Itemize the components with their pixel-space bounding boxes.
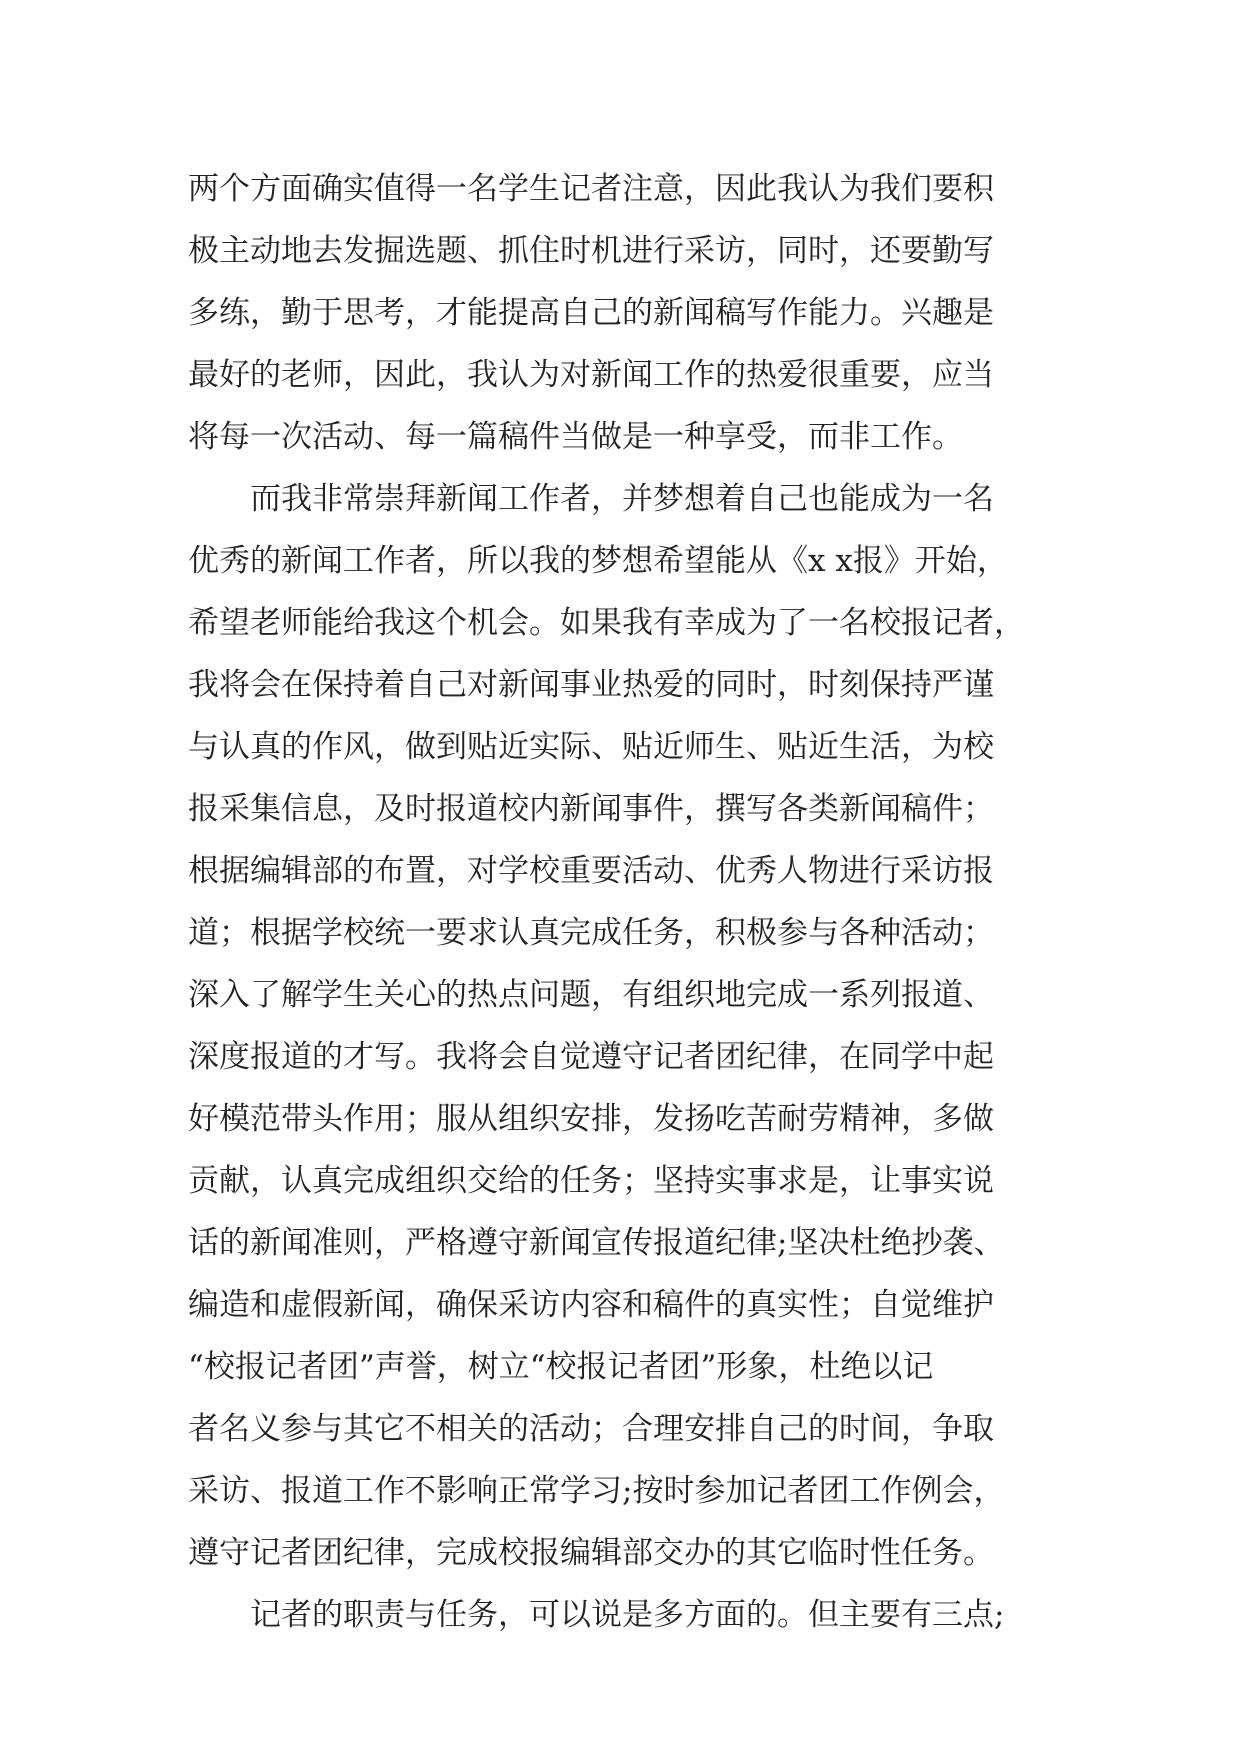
text-line: 将每一次活动、每一篇稿件当做是一种享受，而非工作。 xyxy=(188,419,963,455)
body-text xyxy=(188,158,1058,1646)
text-line: 最好的老师，因此，我认为对新闻工作的热爱很重要，应当 xyxy=(188,357,994,393)
text-line: 深入了解学生关心的热点问题，有组织地完成一系列报道、 xyxy=(188,977,994,1013)
text-line: “校报记者团”声誉，树立“校报记者团”形象，杜绝以记 xyxy=(188,1349,934,1385)
text-line: 编造和虚假新闻，确保采访内容和稿件的真实性；自觉维护 xyxy=(188,1287,994,1323)
text-line: 者名义参与其它不相关的活动；合理安排自己的时间，争取 xyxy=(188,1411,994,1447)
text-line: 极主动地去发掘选题、抓住时机进行采访，同时，还要勤写 xyxy=(188,233,994,269)
text-line: 记者的职责与任务，可以说是多方面的。但主要有三点; xyxy=(188,1597,1005,1633)
text-line: 优秀的新闻工作者，所以我的梦想希望能从《x x报》开始， xyxy=(188,543,1008,579)
text-line: 贡献，认真完成组织交给的任务；坚持实事求是，让事实说 xyxy=(188,1163,994,1199)
text-line: 根据编辑部的布置，对学校重要活动、优秀人物进行采访报 xyxy=(188,853,994,889)
text-line: 我将会在保持着自己对新闻事业热爱的同时，时刻保持严谨 xyxy=(188,667,994,703)
text-line: 道；根据学校统一要求认真完成任务，积极参与各种活动； xyxy=(188,915,994,951)
text-line: 报采集信息，及时报道校内新闻事件，撰写各类新闻稿件； xyxy=(188,791,994,827)
text-line: 而我非常崇拜新闻工作者，并梦想着自己也能成为一名 xyxy=(188,481,994,517)
text-line: 好模范带头作用；服从组织安排，发扬吃苦耐劳精神，多做 xyxy=(188,1101,994,1137)
text-line: 两个方面确实值得一名学生记者注意，因此我认为我们要积 xyxy=(188,171,994,207)
text-line: 希望老师能给我这个机会。如果我有幸成为了一名校报记者， xyxy=(188,605,1025,641)
text-line: 采访、报道工作不影响正常学习;按时参加记者团工作例会， xyxy=(188,1473,1005,1509)
text-line: 话的新闻准则，严格遵守新闻宣传报道纪律;坚决杜绝抄袭、 xyxy=(188,1225,1005,1261)
text-line: 多练，勤于思考，才能提高自己的新闻稿写作能力。兴趣是 xyxy=(188,295,994,331)
text-line: 深度报道的才写。我将会自觉遵守记者团纪律，在同学中起 xyxy=(188,1039,994,1075)
text-line: 与认真的作风，做到贴近实际、贴近师生、贴近生活，为校 xyxy=(188,729,994,765)
text-line: 遵守记者团纪律，完成校报编辑部交办的其它临时性任务。 xyxy=(188,1535,994,1571)
